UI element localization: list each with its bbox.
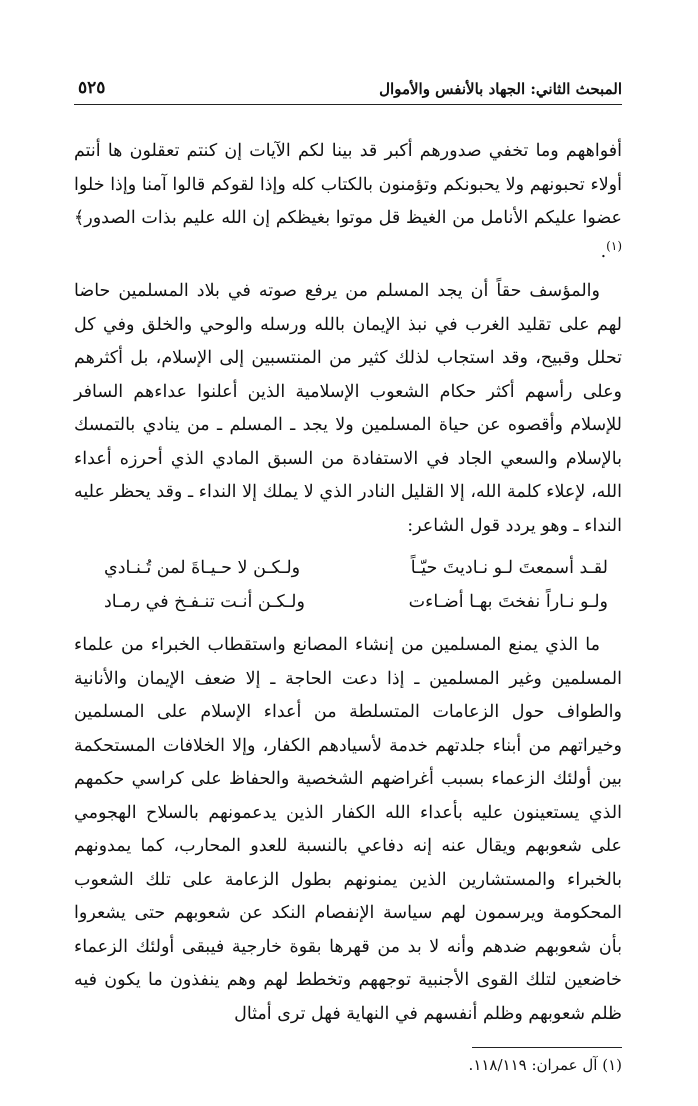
- header-title: المبحث الثاني: الجهاد بالأنفس والأموال: [379, 80, 622, 98]
- poem-block: [74, 551, 622, 619]
- page-header: [74, 70, 622, 105]
- poem-hemistich: ولـكـن لا حـيـاةَ لمن تُـنـادي: [104, 558, 301, 578]
- poem-hemistich: ولـكـن أنـت تنـفـخ في رمـاد: [104, 592, 305, 612]
- footnote: (١) آل عمران: ١١٨/١١٩.: [468, 1056, 622, 1074]
- paragraph-closing: ما الذي يمنع المسلمين من إنشاء المصانع واستقطاب الخبراء من علماء المسلمين وغير المسلمين ـ إذا دعت الحاجة ـ إلا ضعف الإيمان والأنانية والطواف حول الزعامات المتسلطة من أعداء الإسلام على المسلمين وخيراتهم من أبناء جلدتهم خدمة لأسيادهم الكفار، وإلا الخلافات المستحكمة بين أولئك الزعماء بسبب أغراضهم الشخصية والحفاظ على كراسي حكمهم الذي يستعينون عليه بأعداء الله الكفار الذين يدعمونهم بالسلاح الهجومي على شعوبهم ويقال عنه إنه دفاعي بالنسبة للعدو المحارب، كما يمدونهم بالخبراء والمستشارين الذين يمنونهم بطول الزعامة على تلك الشعوب المحكومة ويرسمون لهم سياسة الإنفصام النكد عن شعوبهم حتى يشعروا بأن شعوبهم ضدهم وأنه لا بد من قهرها بقوة خارجية فيبقى أولئك الزعماء خاضعين لتلك القوى الأجنبية توجههم وتخطط لهم وهم ينفذون ما يكون فيه ظلم شعوبهم وظلم أنفسهم في النهاية فهل ترى أمثال: [74, 635, 622, 1024]
- poem-hemistich: ولـو نـاراً نفختَ بهـا أضـاءت: [408, 592, 608, 612]
- paragraph-text: أفواههم وما تخفي صدورهم أكبر قد بينا لكم الآيات إن كنتم تعقلون ها أنتم أولاء تحبونهم ولا يحبونكم وتؤمنون بالكتاب كله وإذا لقوكم قالوا آمنا وإذا خلوا عضوا عليكم الأنامل من الغيظ قل موتوا بغيظكم إن الله عليم بذات الصدور﴾: [74, 141, 622, 228]
- footnote-divider: [472, 1047, 622, 1048]
- poem-hemistich: لقـد أسمعتَ لـو نـاديتَ حيّـاً: [410, 558, 608, 578]
- paragraph-main: والمؤسف حقاً أن يجد المسلم من يرفع صوته في بلاد المسلمين حاضا لهم على تقليد الغرب في نبذ الإيمان بالله ورسله والوحي والخلق وفي كل تحلل وقبيح، وقد استجاب لذلك كثير من المنتسبين إلى الإسلام، بل أكثرهم وعلى رأسهم أكثر حكام الشعوب الإسلامية الذين أعلنوا عداءهم السافر للإسلام وأقصوه عن حياة المسلمين ولا يجد ـ المسلم ـ من ينادي بالتمسك بالإسلام والسعي الجاد في الاستفادة من السبق المادي الذي أحرزه أعداء الله، لإعلاء كلمة الله، إلا القليل النادر الذي لا يملك إلا النداء ـ وقد يحظر عليه النداء ـ وهو يردد قول الشاعر:: [74, 281, 622, 536]
- poem-line: [74, 551, 622, 585]
- document-page: [74, 70, 622, 1074]
- page-number: ٥٢٥: [78, 78, 106, 98]
- paragraph-quran-quote: أفواههم وما تخفي صدورهم أكبر قد بينا لكم الآيات إن كنتم تعقلون ها أنتم أولاء تحبونهم ولا يحبونكم وتؤمنون بالكتاب كله وإذا لقوكم قالوا آمنا وإذا خلوا عضوا عليكم الأنامل من الغيظ قل موتوا بغيظكم إن الله عليم بذات الصدور﴾$^{(١)}$.: [74, 141, 622, 262]
- poem-line: [74, 585, 622, 619]
- body-text: [74, 135, 622, 1031]
- footnote-reference: (١): [606, 238, 622, 253]
